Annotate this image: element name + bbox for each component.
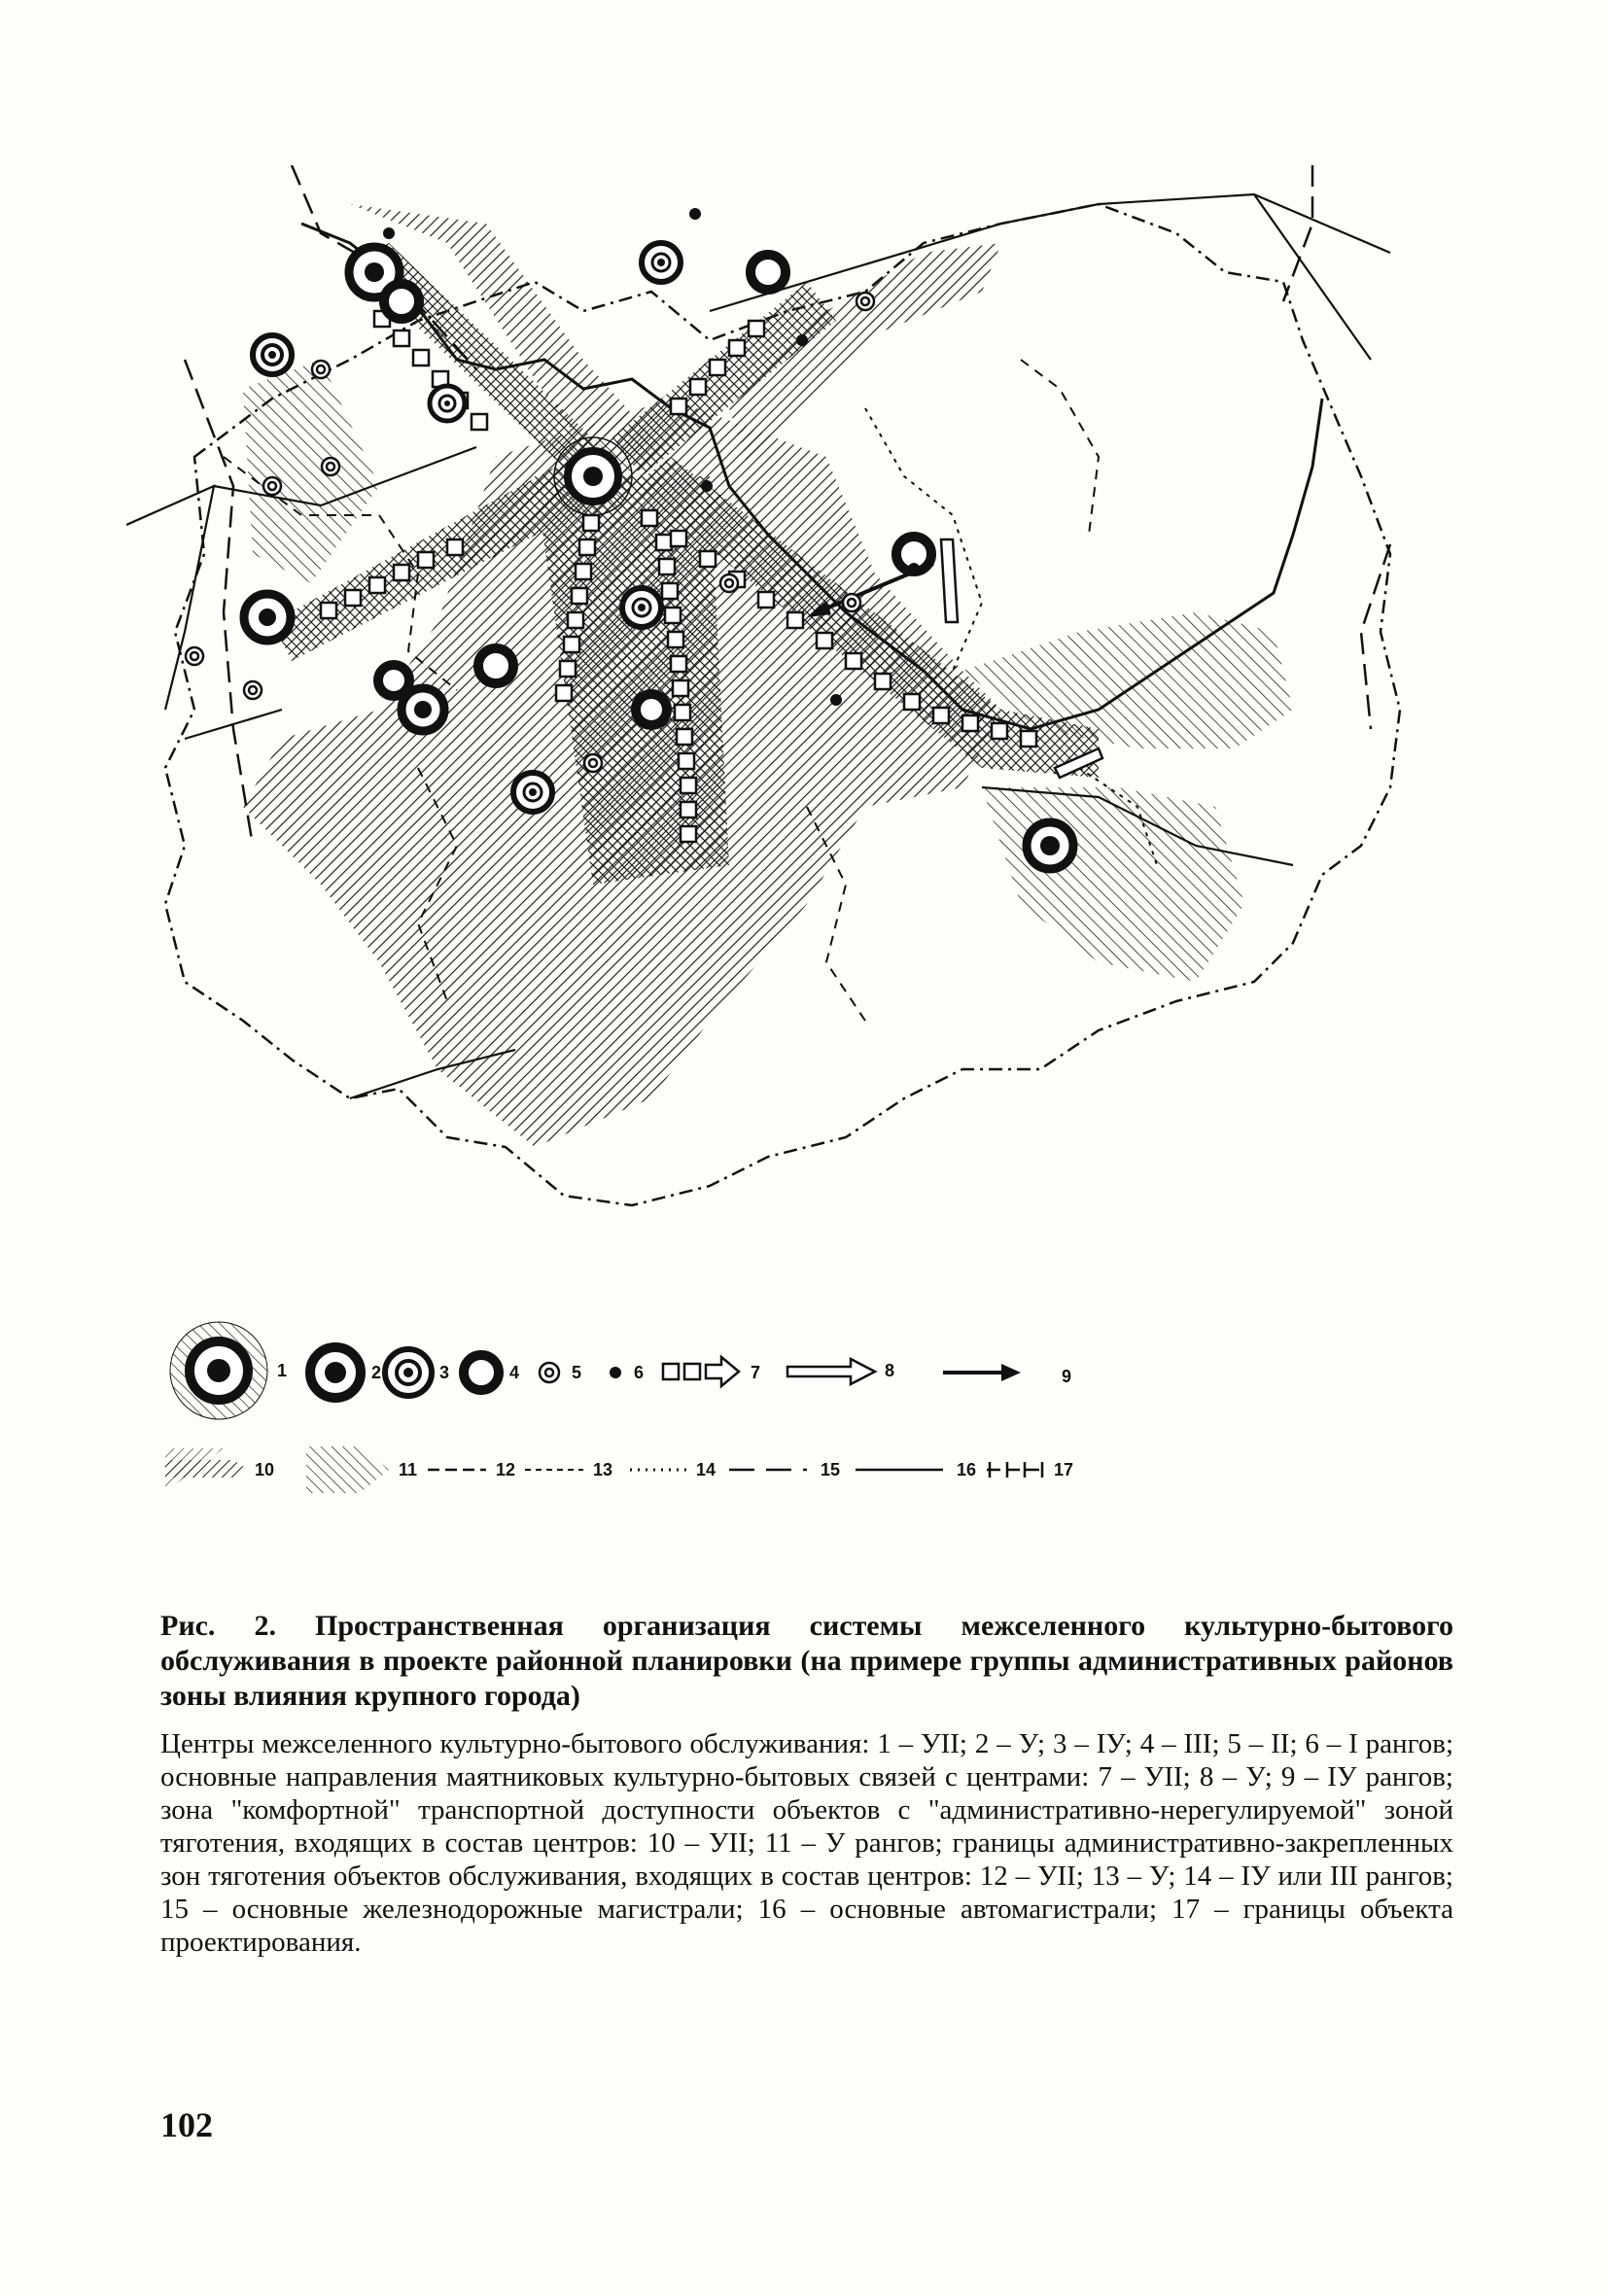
commute-arrow-rank-5-icon [787, 1359, 875, 1384]
project-border-icon [987, 1462, 1045, 1478]
legend-label-8: 8 [885, 1361, 895, 1380]
legend-label-2: 2 [371, 1363, 382, 1382]
map-legend [165, 1303, 1429, 1526]
legend-label-12: 12 [496, 1460, 516, 1479]
comfort-zone-southeast [982, 787, 1244, 982]
comfort-zone-rank-5-hatch-icon [306, 1446, 389, 1493]
legend-label-15: 15 [821, 1460, 841, 1479]
center-rank-5-icon [310, 1347, 361, 1398]
figure-description: Центры межселенного культурно-бытового обслуживания: 1 – УII; 2 – У; 3 – IУ; 4 – III; 5 – II; 6 – I рангов; основные направления маятниковых культурно-бытовых связей с центрами: 7 – УII; 8 – У; 9 – IУ рангов; зона "комфортной" транспортной доступности объектов с "административно-нерегулируемой" зоной тяготения, входящих в состав центров: 10 – УII; 11 – У рангов; границы административно-закрепленных зон тяготения объектов обслуживания, входящих в состав центров: 12 – УII; 13 – У; 14 – IУ или III рангов; 15 – основные железнодорожные магистрали; 16 – основные автомагистрали; 17 – границы объекта проектирования. [160, 1728, 1453, 1958]
legend-label-13: 13 [593, 1460, 613, 1479]
comfort-zone-rank-7-hatch-icon [165, 1448, 247, 1492]
center-rank-2-icon [540, 1363, 559, 1382]
legend-label-7: 7 [751, 1363, 761, 1382]
legend-label-4: 4 [509, 1363, 520, 1382]
legend-label-11: 11 [399, 1460, 418, 1479]
legend-label-1: 1 [277, 1361, 288, 1380]
commute-arrow-rank-4-icon [943, 1364, 1021, 1381]
legend-label-6: 6 [634, 1363, 645, 1382]
figure-title: Рис. 2. Пространственная организация системы межселенного культурно-бытового обслуживания в проекте районной планировки (на примере группы административных районов зоны влияния крупного города) [160, 1610, 1453, 1712]
center-rank-7 [554, 437, 632, 515]
legend-label-10: 10 [255, 1460, 275, 1479]
center-rank-7-icon [170, 1322, 267, 1419]
legend-label-14: 14 [696, 1460, 717, 1479]
commute-arrow-rank-7-icon [663, 1357, 739, 1386]
planning-map [126, 165, 1487, 1303]
legend-label-16: 16 [957, 1460, 977, 1479]
legend-label-9: 9 [1062, 1367, 1072, 1386]
comfort-zone-west [243, 360, 379, 583]
center-rank-3-icon [464, 1355, 499, 1390]
legend-label-5: 5 [572, 1363, 582, 1382]
center-rank-1-icon [610, 1367, 621, 1378]
legend-label-3: 3 [439, 1363, 450, 1382]
page-number: 102 [160, 2105, 213, 2144]
legend-label-17: 17 [1054, 1460, 1074, 1479]
figure-caption [160, 1609, 1453, 1959]
center-rank-4-icon [385, 1349, 432, 1396]
